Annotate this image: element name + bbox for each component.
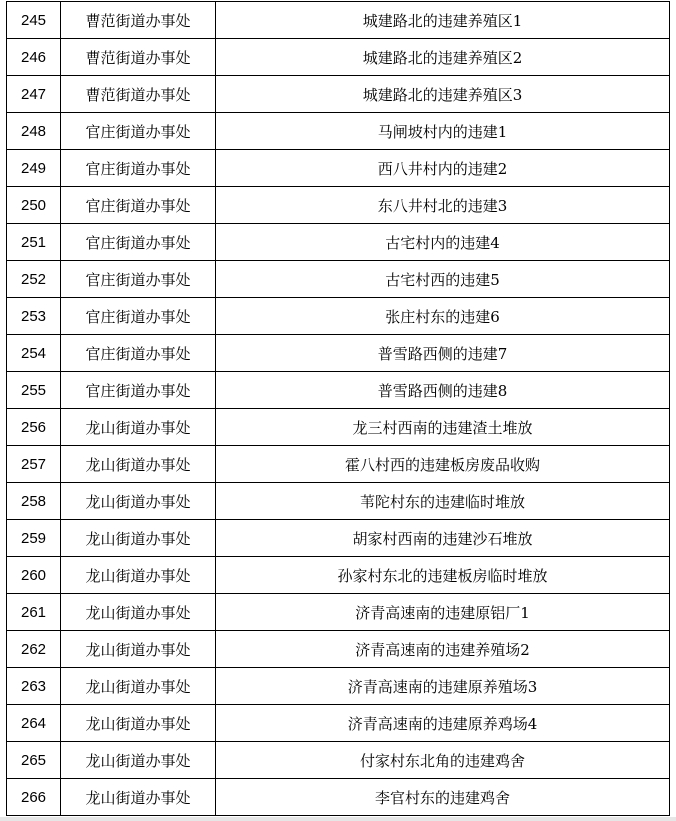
table-row xyxy=(7,335,670,372)
table-row xyxy=(7,594,670,631)
office-name: 龙山街道办事处 xyxy=(61,409,216,446)
office-name: 官庄街道办事处 xyxy=(61,113,216,150)
office-name: 官庄街道办事处 xyxy=(61,187,216,224)
row-number: 247 xyxy=(7,76,61,113)
office-name: 曹范街道办事处 xyxy=(61,2,216,39)
violation-description: 李官村东的违建鸡舍 xyxy=(216,779,670,816)
table-row xyxy=(7,779,670,816)
page-bottom-edge xyxy=(0,817,676,821)
table-row xyxy=(7,224,670,261)
table-row xyxy=(7,113,670,150)
row-number: 265 xyxy=(7,742,61,779)
violation-description: 马闸坡村内的违建1 xyxy=(216,113,670,150)
table-row xyxy=(7,2,670,39)
table-body xyxy=(7,2,670,816)
table-row xyxy=(7,483,670,520)
office-name: 官庄街道办事处 xyxy=(61,335,216,372)
office-name: 龙山街道办事处 xyxy=(61,446,216,483)
violation-description: 济青高速南的违建原养殖场3 xyxy=(216,668,670,705)
violation-description: 西八井村内的违建2 xyxy=(216,150,670,187)
office-name: 官庄街道办事处 xyxy=(61,261,216,298)
violation-description: 胡家村西南的违建沙石堆放 xyxy=(216,520,670,557)
table-row xyxy=(7,150,670,187)
table-row xyxy=(7,520,670,557)
row-number: 256 xyxy=(7,409,61,446)
office-name: 官庄街道办事处 xyxy=(61,372,216,409)
row-number: 252 xyxy=(7,261,61,298)
row-number: 250 xyxy=(7,187,61,224)
office-name: 官庄街道办事处 xyxy=(61,298,216,335)
table-row xyxy=(7,39,670,76)
row-number: 262 xyxy=(7,631,61,668)
row-number: 249 xyxy=(7,150,61,187)
office-name: 官庄街道办事处 xyxy=(61,150,216,187)
office-name: 龙山街道办事处 xyxy=(61,779,216,816)
row-number: 254 xyxy=(7,335,61,372)
table-row xyxy=(7,187,670,224)
violation-description: 古宅村西的违建5 xyxy=(216,261,670,298)
violation-description: 济青高速南的违建原铝厂1 xyxy=(216,594,670,631)
table-row xyxy=(7,298,670,335)
table-row xyxy=(7,446,670,483)
violation-description: 孙家村东北的违建板房临时堆放 xyxy=(216,557,670,594)
office-name: 龙山街道办事处 xyxy=(61,742,216,779)
violation-description: 东八井村北的违建3 xyxy=(216,187,670,224)
table-row xyxy=(7,76,670,113)
violation-description: 苇陀村东的违建临时堆放 xyxy=(216,483,670,520)
violation-description: 城建路北的违建养殖区1 xyxy=(216,2,670,39)
violation-description: 城建路北的违建养殖区2 xyxy=(216,39,670,76)
table-row xyxy=(7,631,670,668)
office-name: 龙山街道办事处 xyxy=(61,520,216,557)
table-row xyxy=(7,372,670,409)
office-name: 龙山街道办事处 xyxy=(61,483,216,520)
row-number: 248 xyxy=(7,113,61,150)
row-number: 251 xyxy=(7,224,61,261)
table-row xyxy=(7,705,670,742)
row-number: 258 xyxy=(7,483,61,520)
office-name: 龙山街道办事处 xyxy=(61,594,216,631)
row-number: 246 xyxy=(7,39,61,76)
violation-description: 普雪路西侧的违建7 xyxy=(216,335,670,372)
office-name: 龙山街道办事处 xyxy=(61,668,216,705)
violation-description: 城建路北的违建养殖区3 xyxy=(216,76,670,113)
violation-description: 霍八村西的违建板房废品收购 xyxy=(216,446,670,483)
office-name: 官庄街道办事处 xyxy=(61,224,216,261)
violation-description: 济青高速南的违建养殖场2 xyxy=(216,631,670,668)
violation-description: 普雪路西侧的违建8 xyxy=(216,372,670,409)
row-number: 264 xyxy=(7,705,61,742)
violation-description: 古宅村内的违建4 xyxy=(216,224,670,261)
row-number: 260 xyxy=(7,557,61,594)
violation-description: 龙三村西南的违建渣土堆放 xyxy=(216,409,670,446)
table-row xyxy=(7,742,670,779)
table-row xyxy=(7,668,670,705)
row-number: 245 xyxy=(7,2,61,39)
office-name: 曹范街道办事处 xyxy=(61,39,216,76)
office-name: 龙山街道办事处 xyxy=(61,557,216,594)
table-row xyxy=(7,409,670,446)
row-number: 257 xyxy=(7,446,61,483)
office-name: 龙山街道办事处 xyxy=(61,631,216,668)
row-number: 263 xyxy=(7,668,61,705)
violation-description: 张庄村东的违建6 xyxy=(216,298,670,335)
office-name: 曹范街道办事处 xyxy=(61,76,216,113)
row-number: 259 xyxy=(7,520,61,557)
row-number: 255 xyxy=(7,372,61,409)
violation-table xyxy=(6,1,670,816)
table-row xyxy=(7,557,670,594)
violation-description: 济青高速南的违建原养鸡场4 xyxy=(216,705,670,742)
row-number: 266 xyxy=(7,779,61,816)
office-name: 龙山街道办事处 xyxy=(61,705,216,742)
table-row xyxy=(7,261,670,298)
violation-description: 付家村东北角的违建鸡舍 xyxy=(216,742,670,779)
row-number: 261 xyxy=(7,594,61,631)
row-number: 253 xyxy=(7,298,61,335)
